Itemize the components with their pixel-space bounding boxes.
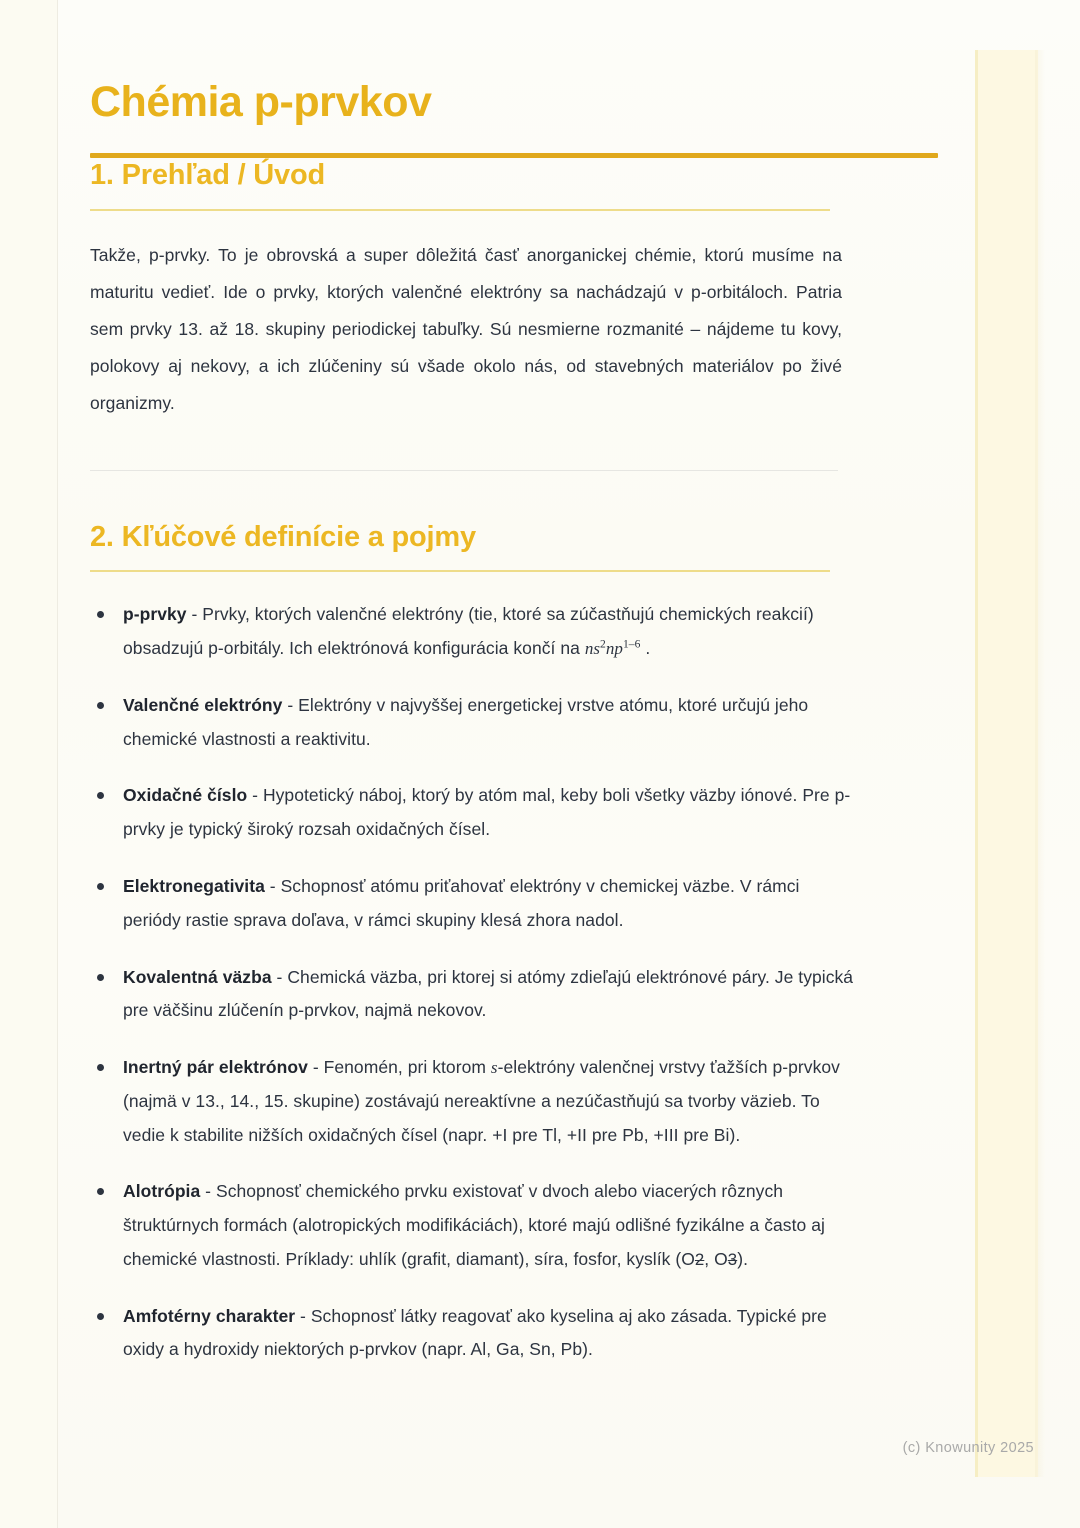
list-item (90, 870, 860, 938)
term-body-tail: ). (737, 1248, 748, 1269)
formula-base-ns: ns (584, 639, 601, 659)
term-body: Schopnosť atómu priťahovať elektróny v chemickej väzbe. V rámci periódy rastie sprava doľava, v rámci skupiny klesá zhora nadol. (123, 875, 800, 930)
subscript-o2: 2 (694, 1249, 705, 1269)
formula-base-np: np (605, 639, 623, 659)
term-dash: - (186, 604, 203, 625)
term-label: Alotrópia (123, 1181, 201, 1202)
term-body: Prvky, ktorých valenčné elektróny (tie, ktoré sa zúčastňujú chemických reakcií) obsadzujú p-orbitály. Ich elektrónová konfigurácia končí na (123, 604, 814, 659)
term-body: Schopnosť chemického prvku existovať v dvoch alebo viacerých rôznych štruktúrnych formách (alotropických modifikáciách), ktoré majú odlišné fyzikálne a často aj chemické vlastnosti. Príklady: uhlík (grafit, diamant), síra, fosfor, kyslík (O (123, 1181, 825, 1269)
term-label: Inertný pár elektrónov (123, 1057, 308, 1078)
term-body: Fenomén, pri ktorom (323, 1057, 491, 1078)
term-dash: - (295, 1305, 311, 1326)
formula-exp-16: 1–6 (622, 637, 641, 651)
term-body: Elektróny v najvyššej energetickej vrstve atómu, ktoré určujú jeho chemické vlastnosti a reaktivitu. (123, 694, 809, 749)
list-item (90, 961, 860, 1029)
section-underline-definitions (90, 570, 830, 572)
section-heading-overview: 1. Prehľad / Úvod (90, 159, 326, 192)
list-item (90, 779, 860, 847)
definitions-list (90, 598, 860, 1367)
list-item (90, 689, 860, 757)
italic-s-symbol: s (490, 1058, 498, 1078)
term-label: Valenčné elektróny (123, 694, 283, 715)
term-body: Hypotetický náboj, ktorý by atóm mal, keby boli všetky väzby iónové. Pre p-prvky je typický široký rozsah oxidačných čísel. (123, 785, 851, 840)
section-heading-definitions: 2. Kľúčové definície a pojmy (90, 520, 476, 553)
copyright-watermark: (c) Knowunity 2025 (902, 1440, 1034, 1456)
term-body: Schopnosť látky reagovať ako kyselina aj ako zásada. Typické pre oxidy a hydroxidy niektorých p-prvkov (napr. Al, Ga, Sn, Pb). (123, 1305, 827, 1360)
term-body-tail: . (640, 638, 651, 659)
section-underline-overview (90, 209, 830, 211)
term-dash: - (200, 1181, 216, 1202)
term-dash: - (271, 966, 288, 987)
term-label: Kovalentná väzba (123, 966, 272, 987)
list-item (90, 1051, 860, 1152)
section-divider (90, 470, 838, 471)
formula-exp-2: 2 (600, 637, 606, 651)
term-label: Amfotérny charakter (123, 1305, 296, 1326)
subscript-o3: 3 (727, 1249, 738, 1269)
list-item (90, 598, 860, 666)
term-dash: - (247, 785, 263, 806)
term-body-tail: -elektróny valenčnej vrstvy ťažších p-prvkov (najmä v 13., 14., 15. skupine) zostávajú nereaktívne a nezúčastňujú sa tvorby väzieb. To vedie k stabilite nižších oxidačných čísel (napr. +I pre Tl, +II pre Pb, +III pre Bi). (123, 1057, 840, 1145)
term-dash: - (264, 875, 281, 896)
term-label: p-prvky (123, 604, 187, 625)
term-dash: - (282, 694, 299, 715)
term-dash: - (307, 1057, 324, 1078)
list-item (90, 1175, 860, 1276)
intro-paragraph: Takže, p-prvky. To je obrovská a super dôležitá časť anorganickej chémie, ktorú musíme na maturitu vedieť. Ide o prvky, ktorých valenčné elektróny sa nachádzajú v p-orbitáloch. Patria sem prvky 13. až 18. skupiny periodickej tabuľky. Sú nesmierne rozmanité – nájdeme tu kovy, polokovy aj nekovy, a ich zlúčeniny sú všade okolo nás, od stavebných materiálov po živé organizmy. (90, 244, 842, 413)
term-body-mid: , O (704, 1248, 728, 1269)
page-title: Chémia p-prvkov (90, 78, 432, 126)
formula-ns2np16 (585, 639, 641, 658)
term-label: Elektronegativita (123, 875, 265, 896)
list-item (90, 1300, 860, 1368)
term-body: Chemická väzba, pri ktorej si atómy zdieľajú elektrónové páry. Je typická pre väčšinu zlúčenín p-prvkov, najmä nekovov. (123, 966, 854, 1021)
term-label: Oxidačné číslo (123, 785, 248, 806)
